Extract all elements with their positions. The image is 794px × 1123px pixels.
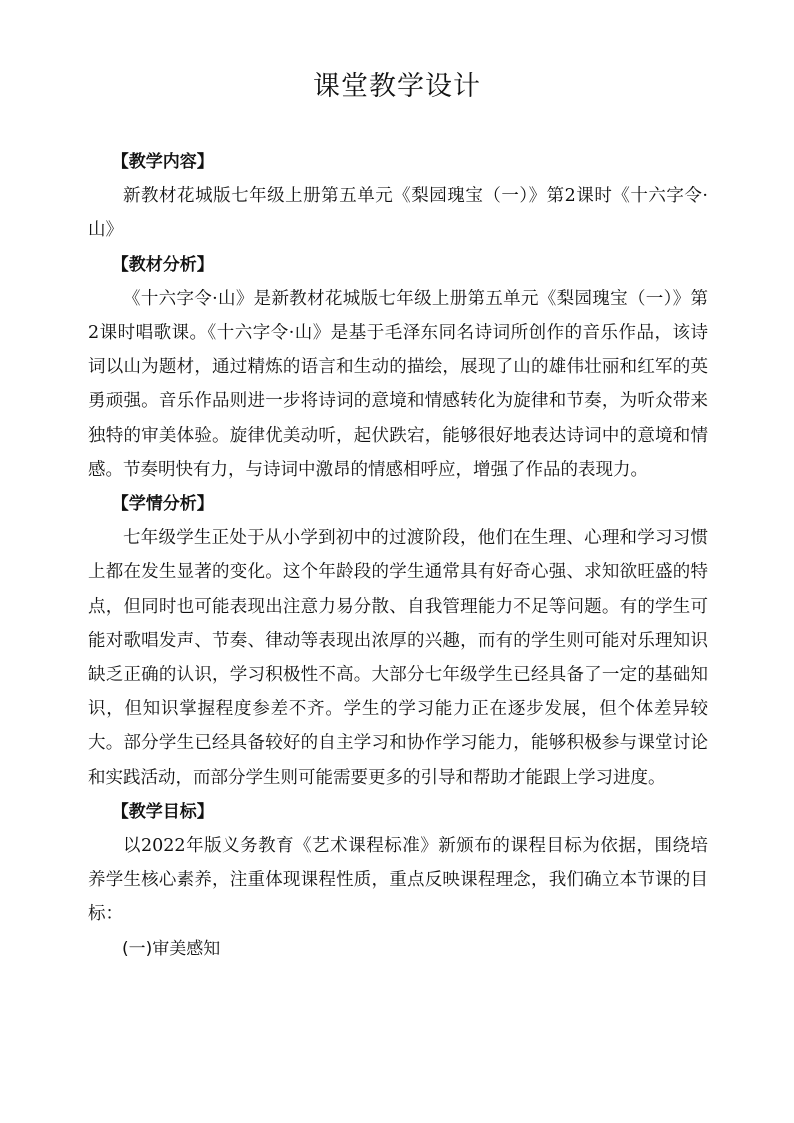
- section-heading-content: 【教学内容】: [111, 152, 214, 172]
- section-heading-goals: 【教学目标】: [111, 801, 214, 822]
- goal-subheading-aesthetic: (一)审美感知: [122, 938, 221, 959]
- section-heading-students: 【学情分析】: [111, 494, 214, 515]
- section-text-material: 《十六字令·山》是新教材花城版七年级上册第五单元《梨园瑰宝（一）》第2课时唱歌课。《十六字令·山》是基于毛泽东同名诗词所创作的音乐作品，该诗词以山为题材，通过精炼的语言和生动的描绘，展现了山的雄伟壮丽和红军的英勇顽强。音乐作品则进一步将诗词的意境和情感转化为旋律和节奏，为听众带来独特的审美体验。旋律优美动听，起伏跌宕，能够很好地表达诗词中的意境和情感。节奏明快有力，与诗词中激昂的情感相呼应，增强了作品的表现力。: [88, 288, 708, 480]
- section-text-students: 七年级学生正处于从小学到初中的过渡阶段，他们在生理、心理和学习习惯上都在发生显著的变化。这个年龄段的学生通常具有好奇心强、求知欲旺盛的特点，但同时也可能表现出注意力易分散、自我管理能力不足等问题。有的学生可能对歌唱发声、节奏、律动等表现出浓厚的兴趣，而有的学生则可能对乐理知识缺乏正确的认识，学习积极性不高。大部分七年级学生已经具备了一定的基础知识，但知识掌握程度参差不齐。学生的学习能力正在逐步发展，但个体差异较大。部分学生已经具备较好的自主学习和协作学习能力，能够积极参与课堂讨论和实践活动，而部分学生则可能需要更多的引导和帮助才能跟上学习进度。: [88, 528, 708, 788]
- section-text-goals: 以2022年版义务教育《艺术课程标准》新颁布的课程目标为依据，围绕培养学生核心素养，注重体现课程性质，重点反映课程理念，我们确立本节课的目标：: [88, 836, 708, 925]
- section-heading-material: 【教材分析】: [111, 254, 214, 275]
- section-text-content: 新教材花城版七年级上册第五单元《梨园瑰宝（一）》第2课时《十六字令·山》: [88, 186, 708, 241]
- document-body: [88, 145, 708, 966]
- page-title: 课堂教学设计: [313, 71, 481, 102]
